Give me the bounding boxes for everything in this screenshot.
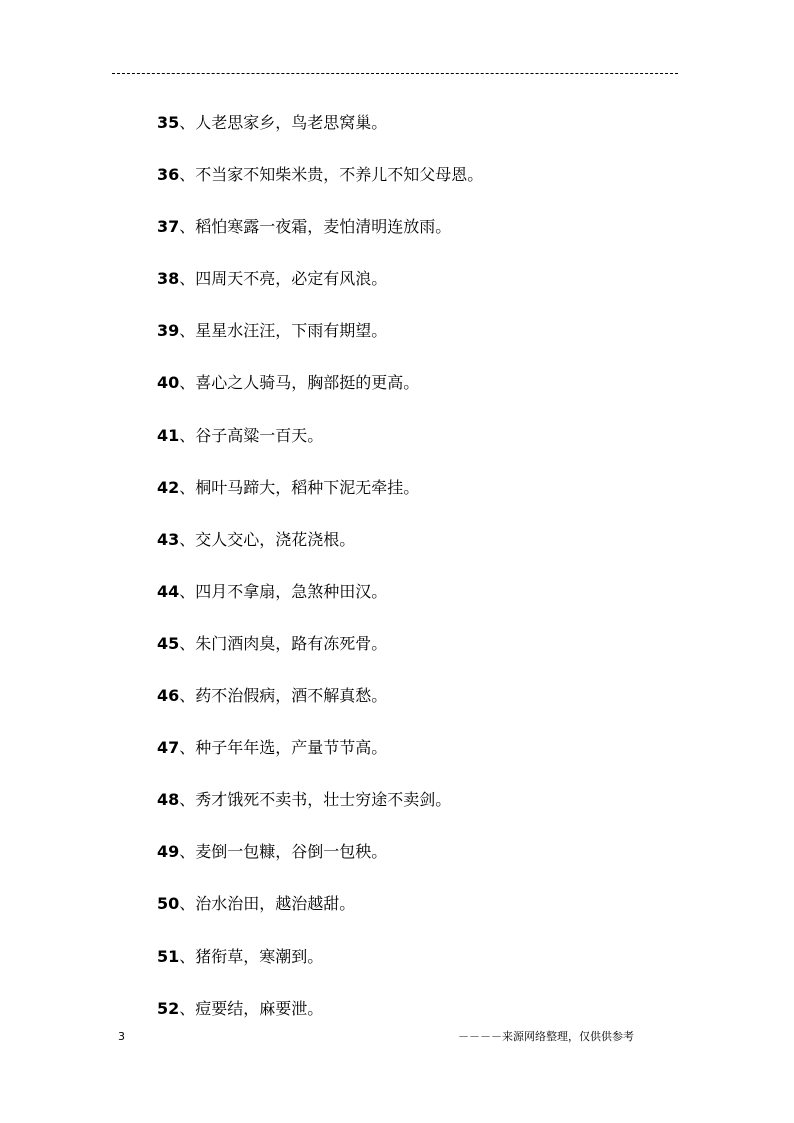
proverb-item (157, 839, 717, 891)
proverb-number: 49 (157, 842, 180, 862)
proverb-number: 35 (157, 113, 180, 132)
proverb-number: 42 (157, 477, 180, 497)
proverb-text: 星星水汪汪，下雨有期望。 (195, 321, 388, 341)
proverb-separator: 、 (179, 946, 196, 966)
proverb-separator: 、 (179, 477, 196, 497)
proverb-text: 朱门酒肉臭，路有冻死骨。 (195, 633, 388, 653)
proverb-number: 47 (157, 738, 180, 758)
proverb-number: 45 (157, 633, 180, 653)
proverb-separator: 、 (179, 425, 196, 445)
proverb-separator: 、 (179, 321, 196, 341)
proverb-number: 40 (157, 373, 180, 393)
proverb-separator: 、 (179, 633, 196, 653)
proverb-text: 四月不拿扇，急煞种田汉。 (195, 581, 388, 601)
proverb-text: 桐叶马蹄大，稻种下泥无牵挂。 (195, 477, 420, 497)
proverb-text: 不当家不知柴米贵，不养儿不知父母恩。 (195, 165, 484, 185)
proverb-separator: 、 (179, 894, 196, 914)
proverb-text: 交人交心，浇花浇根。 (195, 529, 356, 549)
proverb-number: 52 (157, 998, 180, 1018)
proverb-item (157, 370, 717, 422)
proverb-item (157, 214, 717, 266)
proverb-text: 猪衔草，寒潮到。 (195, 946, 324, 966)
header-dashed-rule (112, 73, 678, 74)
proverb-item (157, 944, 717, 996)
proverb-item (157, 683, 717, 735)
proverb-number: 50 (157, 894, 180, 914)
proverb-separator: 、 (179, 165, 196, 185)
proverb-number: 51 (157, 946, 180, 966)
proverb-number: 36 (157, 165, 180, 185)
proverb-list (157, 110, 717, 1048)
proverb-item (157, 579, 717, 631)
proverb-item (157, 735, 717, 787)
proverb-text: 种子年年选，产量节节高。 (195, 738, 388, 758)
proverb-separator: 、 (179, 581, 196, 601)
proverb-text: 喜心之人骑马，胸部挺的更高。 (195, 373, 420, 393)
proverb-text: 四周天不亮，必定有风浪。 (195, 269, 388, 289)
proverb-number: 39 (157, 321, 180, 341)
proverb-number: 38 (157, 269, 180, 289)
proverb-number: 46 (157, 686, 180, 706)
proverb-text: 麦倒一包糠，谷倒一包秧。 (195, 842, 388, 862)
proverb-number: 48 (157, 790, 180, 810)
proverb-number: 43 (157, 529, 180, 549)
proverb-separator: 、 (179, 998, 196, 1018)
proverb-number: 37 (157, 217, 180, 237)
proverb-item (157, 891, 717, 943)
proverb-item (157, 527, 717, 579)
footer-source-note: －－－－来源网络整理，仅供供参考 (458, 1030, 634, 1043)
proverb-item (157, 266, 717, 318)
proverb-separator: 、 (179, 373, 196, 393)
proverb-separator: 、 (179, 842, 196, 862)
proverb-number: 44 (157, 581, 180, 601)
proverb-separator: 、 (179, 113, 196, 132)
proverb-text: 谷子高粱一百天。 (195, 425, 324, 445)
proverb-separator: 、 (179, 790, 196, 810)
page-number: 3 (118, 1030, 125, 1043)
proverb-separator: 、 (179, 738, 196, 758)
proverb-text: 秀才饿死不卖书，壮士穷途不卖剑。 (195, 790, 452, 810)
proverb-text: 药不治假病，酒不解真愁。 (195, 686, 388, 706)
proverb-separator: 、 (179, 529, 196, 549)
proverb-separator: 、 (179, 269, 196, 289)
proverb-item (157, 318, 717, 370)
proverb-number: 41 (157, 425, 180, 445)
proverb-item (157, 787, 717, 839)
proverb-item (157, 423, 717, 475)
proverb-text: 治水治田，越治越甜。 (195, 894, 356, 914)
proverb-item (157, 631, 717, 683)
proverb-item (157, 110, 717, 162)
proverb-text: 痘要结，麻要泄。 (195, 998, 324, 1018)
proverb-item (157, 162, 717, 214)
proverb-item (157, 475, 717, 527)
proverb-text: 稻怕寒露一夜霜，麦怕清明连放雨。 (195, 217, 452, 237)
proverb-separator: 、 (179, 686, 196, 706)
proverb-separator: 、 (179, 217, 196, 237)
proverb-text: 人老思家乡，鸟老思窝巢。 (195, 113, 388, 132)
